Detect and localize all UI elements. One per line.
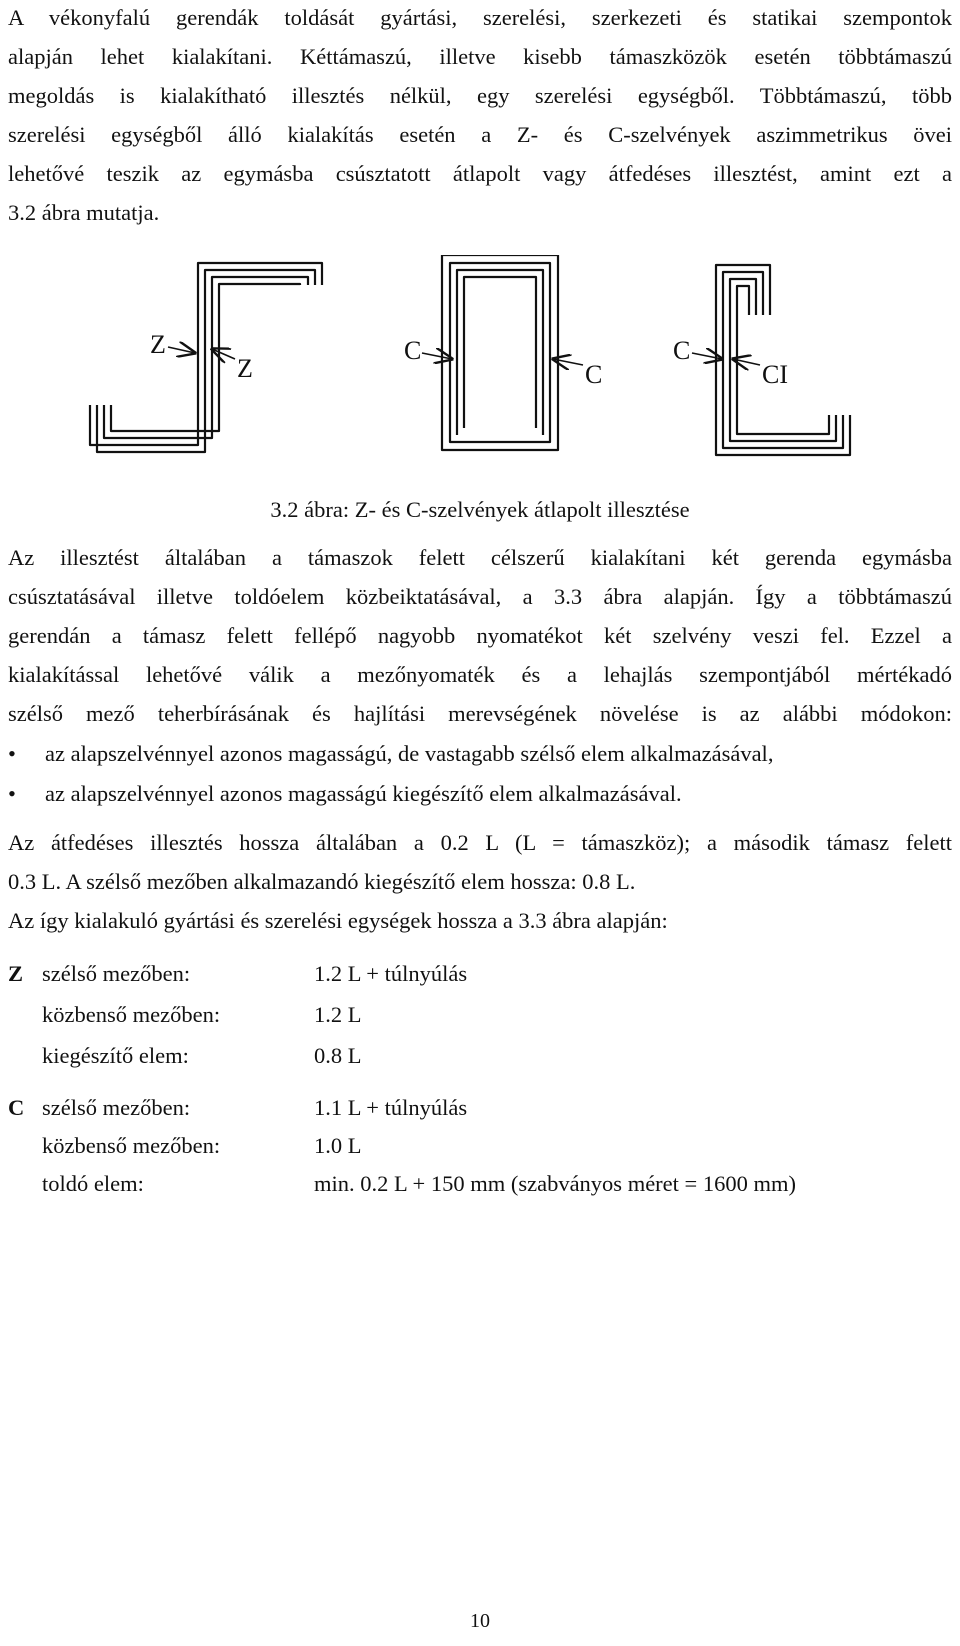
- paragraph3-line: 0.3 L. A szélső mezőben alkalmazandó kiegészítő elem hossza: 0.8 L.: [8, 869, 636, 894]
- figure-caption: 3.2 ábra: Z- és C-szelvények átlapolt illesztése: [270, 497, 690, 522]
- paragraph3-line: Az átfedéses illesztés hossza általában a 0.2 L (L = támaszköz); a második támasz felett: [8, 830, 952, 855]
- table-c-value: 1.1 L + túlnyúlás: [314, 1095, 468, 1120]
- paragraph1-line: megoldás is kialakítható illesztés nélkül, egy szerelési egységből. Többtámaszú, több: [8, 83, 952, 108]
- bullet-dot: •: [8, 781, 16, 806]
- table-c-value: min. 0.2 L + 150 mm (szabványos méret = 1600 mm): [314, 1171, 796, 1196]
- table-c-letter: C: [8, 1095, 25, 1120]
- figure-label: Z: [150, 330, 166, 359]
- paragraph3-line: Az így kialakuló gyártási és szerelési egységek hossza a 3.3 ábra alapján:: [8, 908, 668, 933]
- table-z-label: közbenső mezőben:: [42, 1002, 221, 1027]
- table-z-value: 0.8 L: [314, 1043, 362, 1068]
- bullet-item: az alapszelvénnyel azonos magasságú, de vastagabb szélső elem alkalmazásával,: [45, 741, 774, 766]
- paragraph2-line: csúsztatásával illetve toldóelem közbeiktatásával, a 3.3 ábra alapján. Így a többtámaszú: [8, 584, 952, 609]
- paragraph2-line: szélső mező teherbírásának és hajlítási merevségének növelése is az alábbi módokon:: [8, 701, 952, 726]
- figure-label: C: [585, 360, 603, 389]
- table-c-label: közbenső mezőben:: [42, 1133, 221, 1158]
- profile-overlap-figure: [0, 255, 960, 485]
- figure-label: C: [404, 336, 422, 365]
- figure-label: Z: [237, 354, 253, 383]
- table-c-value: 1.0 L: [314, 1133, 362, 1158]
- paragraph1-line: lehetővé teszik az egymásba csúsztatott átlapolt vagy átfedéses illesztést, amint ezt a: [8, 161, 952, 186]
- figure-label: C: [673, 336, 691, 365]
- table-c-label: toldó elem:: [42, 1171, 144, 1196]
- paragraph2-line: kialakítással lehetővé válik a mezőnyomaték és a lehajlás szempontjából mértékadó: [8, 662, 952, 687]
- paragraph1-line: 3.2 ábra mutatja.: [8, 200, 160, 225]
- paragraph1-line: szerelési egységből álló kialakítás esetén a Z- és C-szelvények aszimmetrikus övei: [8, 122, 952, 147]
- table-z-label: szélső mezőben:: [42, 961, 191, 986]
- bullet-dot: •: [8, 741, 16, 766]
- page-number: 10: [470, 1610, 490, 1632]
- figure-label: CI: [762, 360, 788, 389]
- z-profile-drawing: [90, 263, 322, 452]
- table-z-label: kiegészítő elem:: [42, 1043, 189, 1068]
- table-z-value: 1.2 L + túlnyúlás: [314, 961, 468, 986]
- paragraph1-line: A vékonyfalú gerendák toldását gyártási, szerelési, szerkezeti és statikai szempontok: [8, 5, 952, 30]
- table-c-label: szélső mezőben:: [42, 1095, 191, 1120]
- bullet-item: az alapszelvénnyel azonos magasságú kiegészítő elem alkalmazásával.: [45, 781, 682, 806]
- paragraph2-line: gerendán a támasz felett fellépő nagyobb nyomatékot két szelvény veszi fel. Ezzel a: [8, 623, 952, 648]
- table-z-letter: Z: [8, 961, 24, 986]
- paragraph2-line: Az illesztést általában a támaszok felett célszerű kialakítani két gerenda egymásba: [8, 545, 952, 570]
- paragraph1-line: alapján lehet kialakítani. Kéttámaszú, illetve kisebb támaszközök esetén többtámaszú: [8, 44, 952, 69]
- table-z-value: 1.2 L: [314, 1002, 362, 1027]
- c-profile-drawing: [442, 255, 558, 450]
